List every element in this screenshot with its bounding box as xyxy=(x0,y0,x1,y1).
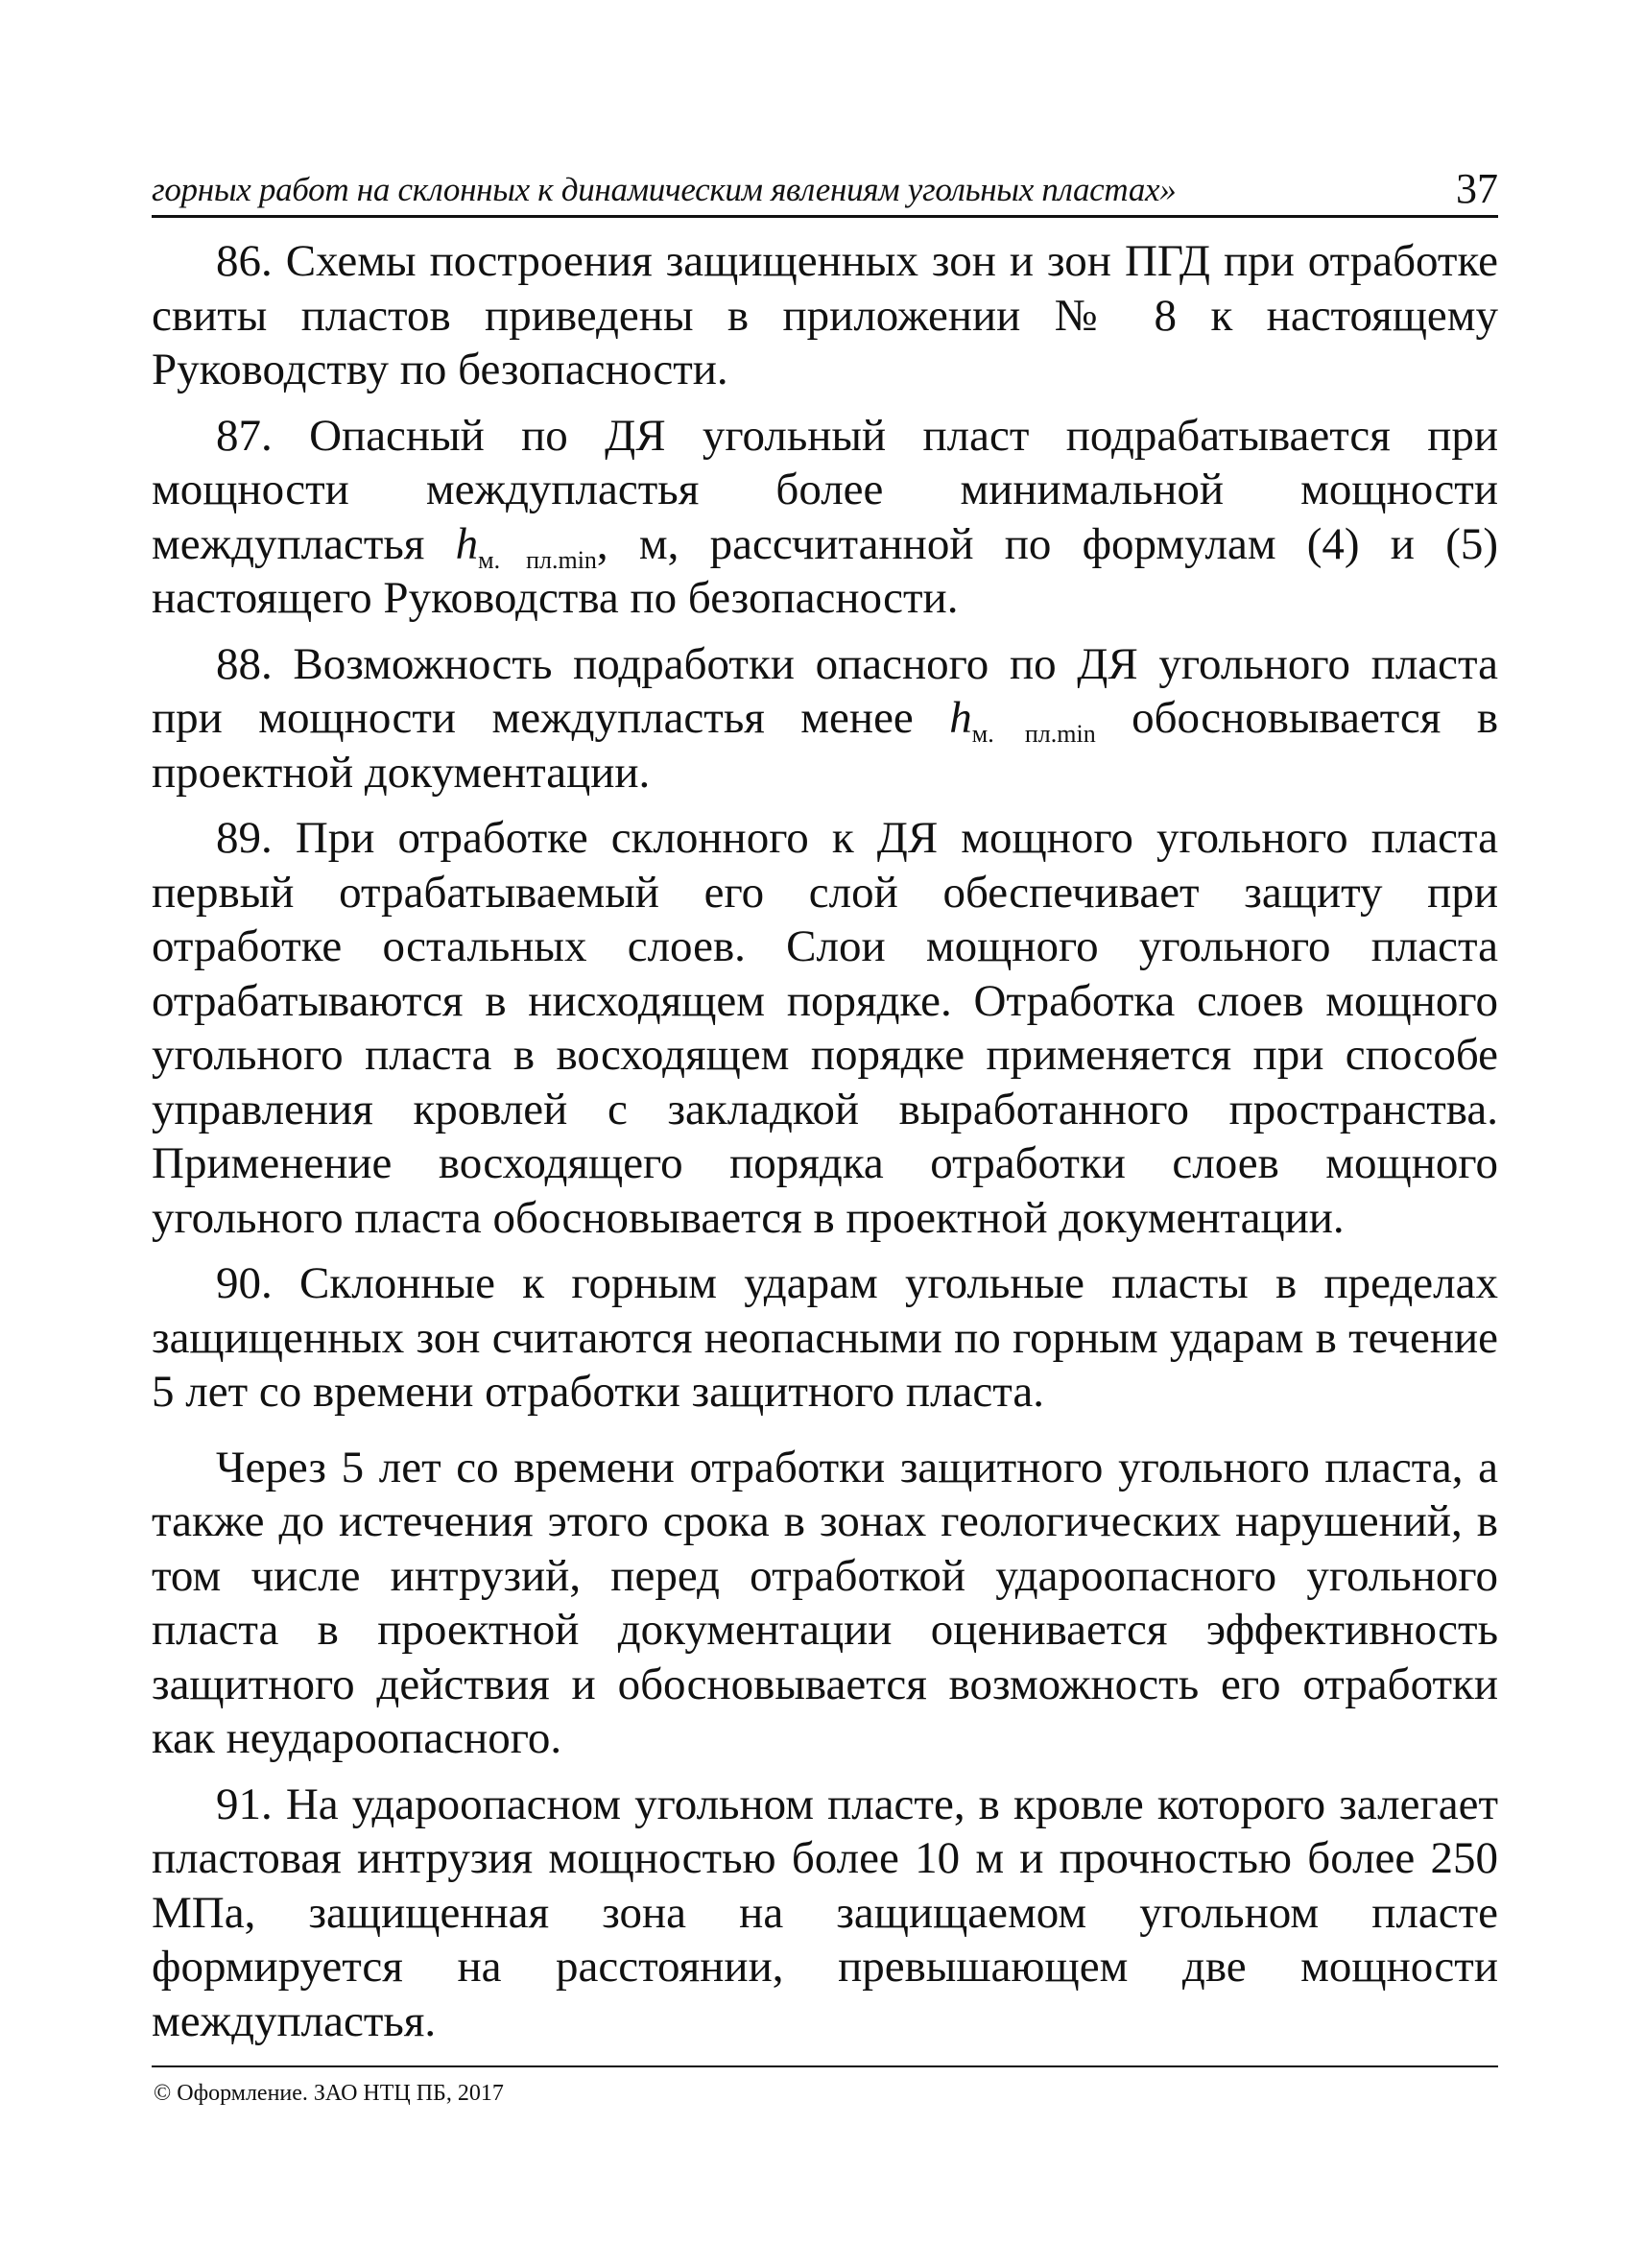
formula-h-subscript: м. пл.min xyxy=(971,720,1096,748)
formula-h-subscript: м. пл.min xyxy=(478,545,597,574)
main-content xyxy=(152,234,1498,2060)
formula-h-symbol: h xyxy=(949,693,972,743)
paragraph-87-text-end: , м, рассчитанной по формулам (4) и (5) настоящего Руководства по безопасности. xyxy=(152,518,1498,623)
header-title: горных работ на склонных к динамическим явлениям угольных пластах» xyxy=(152,171,1177,208)
paragraph-86: 86. Схемы построения защищенных зон и зон ПГД при отработке свиты пластов приведены в приложении № 8 к настоящему Руководству по безопасности. xyxy=(152,236,1498,394)
paragraph-88 xyxy=(152,637,1498,800)
page-footer xyxy=(152,2065,1498,2106)
paragraph-90: 90. Склонные к горным ударам угольные пласты в пределах защищенных зон считаются неопасными по горным ударам в течение 5 лет со времени отработки защитного пласта. xyxy=(152,1258,1498,1417)
paragraph-88-text-start: 88. Возможность подработки опасного по ДЯ угольного пласта при мощности междупластья менее xyxy=(152,638,1498,743)
paragraph-89: 89. При отработке склонного к ДЯ мощного угольного пласта первый отрабатываемый его слой обеспечивает защиту при отработке остальных слоев. Слои мощного угольного пласта отрабатываются в нисходящем порядке. Отработка слоев мощного угольного пласта в восходящем порядке применяется при способе управления кровлей с закладкой выработанного пространства. Применение восходящего порядка отработки слоев мощного угольного пласта обосновывается в проектной документации. xyxy=(152,813,1498,1243)
footer-copyright: © Оформление. ЗАО НТЦ ПБ, 2017 xyxy=(154,2081,504,2106)
paragraph-90-continuation: Через 5 лет со времени отработки защитного угольного пласта, а также до истечения этого срока в зонах геологических нарушений, в том числе интрузий, перед отработкой удароопасного угольного пласта в проектной документации оценивается эффективность защитного действия и обосновывается возможность его отработки как неудароопасного. xyxy=(152,1442,1498,1763)
paragraph-87 xyxy=(152,409,1498,626)
paragraph-87-text-start: 87. Опасный по ДЯ угольный пласт подрабатывается при мощности междупластья более минимальной мощности междупластья xyxy=(152,410,1498,569)
page-number: 37 xyxy=(1456,165,1498,212)
paragraph-88-text-end: обосновывается в проектной документации. xyxy=(152,693,1499,798)
formula-h-symbol: h xyxy=(455,518,479,569)
paragraph-91: 91. На удароопасном угольном пласте, в кровле которого залегает пластовая интрузия мощностью более 10 м и прочностью более 250 МПа, защищенная зона на защищаемом угольном пласте формируется на расстоянии, превышающем две мощности междупластья. xyxy=(152,1779,1498,2046)
running-header xyxy=(152,165,1498,218)
